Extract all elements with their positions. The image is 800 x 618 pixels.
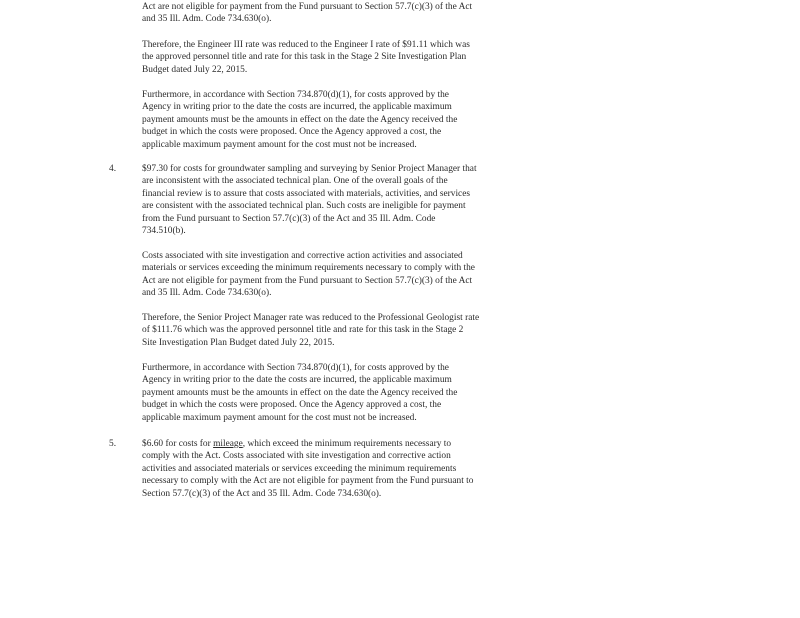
text-line: budget in which the costs were proposed. Once the Agency approved a cost, the [142,400,442,411]
paragraph-senior-pm-rate [142,312,534,349]
paragraph-item-5 [142,438,534,500]
text-segment: $6.60 for costs for [142,439,214,449]
text-line: from the Fund pursuant to Section 57.7(c)(3) of the Act and 35 Ill. Adm. Code [142,213,436,224]
text-segment: , which exceed the minimum requirements necessary to [242,439,452,449]
text-line: Section 57.7(c)(3) of the Act and 35 Ill. Adm. Code 734.630(o). [142,488,382,499]
text-line [142,438,534,450]
text-line: Therefore, the Engineer III rate was reduced to the Engineer I rate of $91.11 which was [142,40,470,50]
text-line: Therefore, the Senior Project Manager rate was reduced to the Professional Geologist rate [142,313,480,323]
paragraph-continuation [142,1,534,26]
text-line: payment amounts must be the amounts in effect on the date the Agency received the [142,387,458,398]
text-line: necessary to comply with the Act are not eligible for payment from the Fund pursuant to [142,476,474,487]
text-line: applicable maximum payment amount for the cost must not be increased. [142,139,417,150]
text-line: Agency in writing prior to the date the costs are incurred, the applicable maximum [142,375,452,386]
text-line: Agency in writing prior to the date the costs are incurred, the applicable maximum [142,102,452,113]
text-line: and 35 Ill. Adm. Code 734.630(o). [142,288,272,299]
paragraph-costs-associated [142,250,534,300]
paragraph-engineer-rate [142,39,534,76]
text-line: payment amounts must be the amounts in effect on the date the Agency received the [142,114,458,125]
text-line: are consistent with the associated technical plan. Such costs are ineligible for payment [142,201,466,212]
text-line: are inconsistent with the associated technical plan. One of the overall goals of the [142,176,448,187]
text-line: applicable maximum payment amount for the cost must not be increased. [142,412,417,423]
text-line: Budget dated July 22, 2015. [142,64,248,75]
paragraph-furthermore-2 [142,362,534,424]
text-line: 734.510(b). [142,226,186,237]
text-line: comply with the Act. Costs associated with site investigation and corrective action [142,451,451,462]
text-line: Act are not eligible for payment from the Fund pursuant to Section 57.7(c)(3) of the Act [142,275,473,286]
text-line: financial review is to assure that costs associated with materials, activities, and services [142,188,471,199]
paragraph-item-4 [142,163,534,237]
text-line: of $111.76 which was the approved personnel title and rate for this task in the Stage 2 [142,325,464,336]
text-line: and 35 Ill. Adm. Code 734.630(o). [142,14,272,25]
text-line: materials or services exceeding the minimum requirements necessary to comply with the [142,263,475,274]
underlined-term: mileage [213,439,243,449]
text-line: Site Investigation Plan Budget dated July 22, 2015. [142,337,335,348]
text-line: Act are not eligible for payment from the Fund pursuant to Section 57.7(c)(3) of the Act [142,2,473,12]
text-line: budget in which the costs were proposed. Once the Agency approved a cost, the [142,127,442,138]
text-line: Furthermore, in accordance with Section 734.870(d)(1), for costs approved by the [142,363,449,373]
text-line: activities and associated materials or services exceeding the minimum requirements [142,463,457,474]
text-line: Costs associated with site investigation and corrective action activities and associated [142,251,463,261]
paragraph-furthermore-1 [142,89,534,151]
text-line: the approved personnel title and rate for this task in the Stage 2 Site Investigation Plan [142,52,467,63]
text-line: Furthermore, in accordance with Section 734.870(d)(1), for costs approved by the [142,90,449,100]
item-number: 4. [109,164,117,174]
text-line: $97.30 for costs for groundwater sampling and surveying by Senior Project Manager that [142,164,477,174]
item-number: 5. [109,439,117,449]
